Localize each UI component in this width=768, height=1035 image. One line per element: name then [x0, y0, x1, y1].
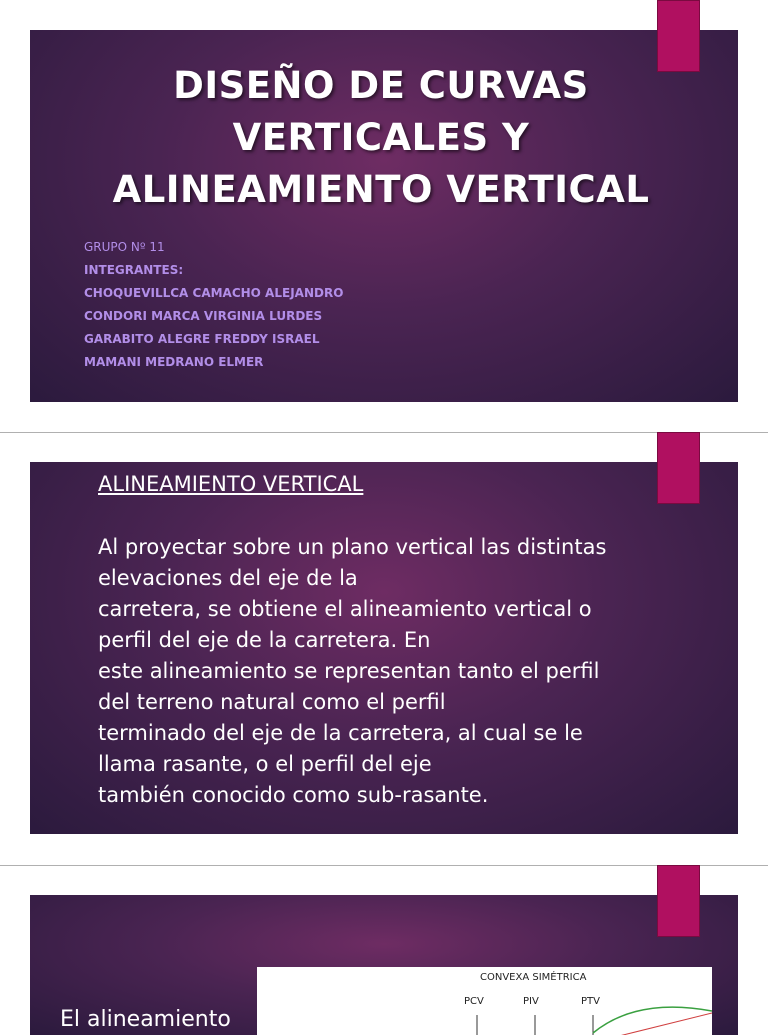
- title-line-2: VERTICALES Y: [232, 116, 530, 159]
- title-line-3: ALINEAMIENTO VERTICAL: [112, 168, 650, 211]
- body-line: terminado del eje de la carretera, al cual se le: [98, 721, 583, 745]
- slide-1: [30, 30, 738, 402]
- pcv-label: PCV: [464, 996, 484, 1007]
- slide-body-text: El alineamiento: [60, 1007, 231, 1032]
- member-name: CONDORI MARCA VIRGINIA LURDES: [84, 309, 323, 323]
- piv-label: PIV: [523, 996, 539, 1007]
- group-number: GRUPO Nº 11: [84, 240, 165, 254]
- diagram-title: CONVEXA SIMÉTRICA: [480, 972, 587, 983]
- body-line: llama rasante, o el perfil del eje: [98, 752, 432, 776]
- body-line: perfil del eje de la carretera. En: [98, 628, 431, 652]
- slide-separator: [0, 865, 768, 866]
- slide-2: [30, 462, 738, 834]
- body-line: elevaciones del eje de la: [98, 566, 358, 590]
- convex-curve-path: [593, 1007, 712, 1033]
- slide-accent-tab: [657, 0, 700, 72]
- body-line: Al proyectar sobre un plano vertical las distintas: [98, 535, 607, 559]
- members-heading: INTEGRANTES:: [84, 263, 184, 277]
- member-name: CHOQUEVILLCA CAMACHO ALEJANDRO: [84, 286, 344, 300]
- slide-separator: [0, 432, 768, 433]
- title-line-1: DISEÑO DE CURVAS: [173, 64, 589, 107]
- slide-accent-tab: [657, 865, 700, 937]
- slide-accent-tab: [657, 432, 700, 504]
- member-name: MAMANI MEDRANO ELMER: [84, 355, 264, 369]
- slide-heading: ALINEAMIENTO VERTICAL: [98, 472, 364, 496]
- member-name: GARABITO ALEGRE FREDDY ISRAEL: [84, 332, 320, 346]
- slide-title: [70, 60, 692, 216]
- body-line: este alineamiento se representan tanto el perfil: [98, 659, 600, 683]
- group-info: [84, 236, 343, 374]
- body-line: carretera, se obtiene el alineamiento vertical o: [98, 597, 592, 621]
- slide-body: [98, 532, 718, 811]
- vertical-curve-diagram: [257, 967, 712, 1035]
- ptv-label: PTV: [581, 996, 600, 1007]
- slide-3: [30, 895, 738, 1035]
- body-line: del terreno natural como el perfil: [98, 690, 446, 714]
- body-line: también conocido como sub-rasante.: [98, 783, 489, 807]
